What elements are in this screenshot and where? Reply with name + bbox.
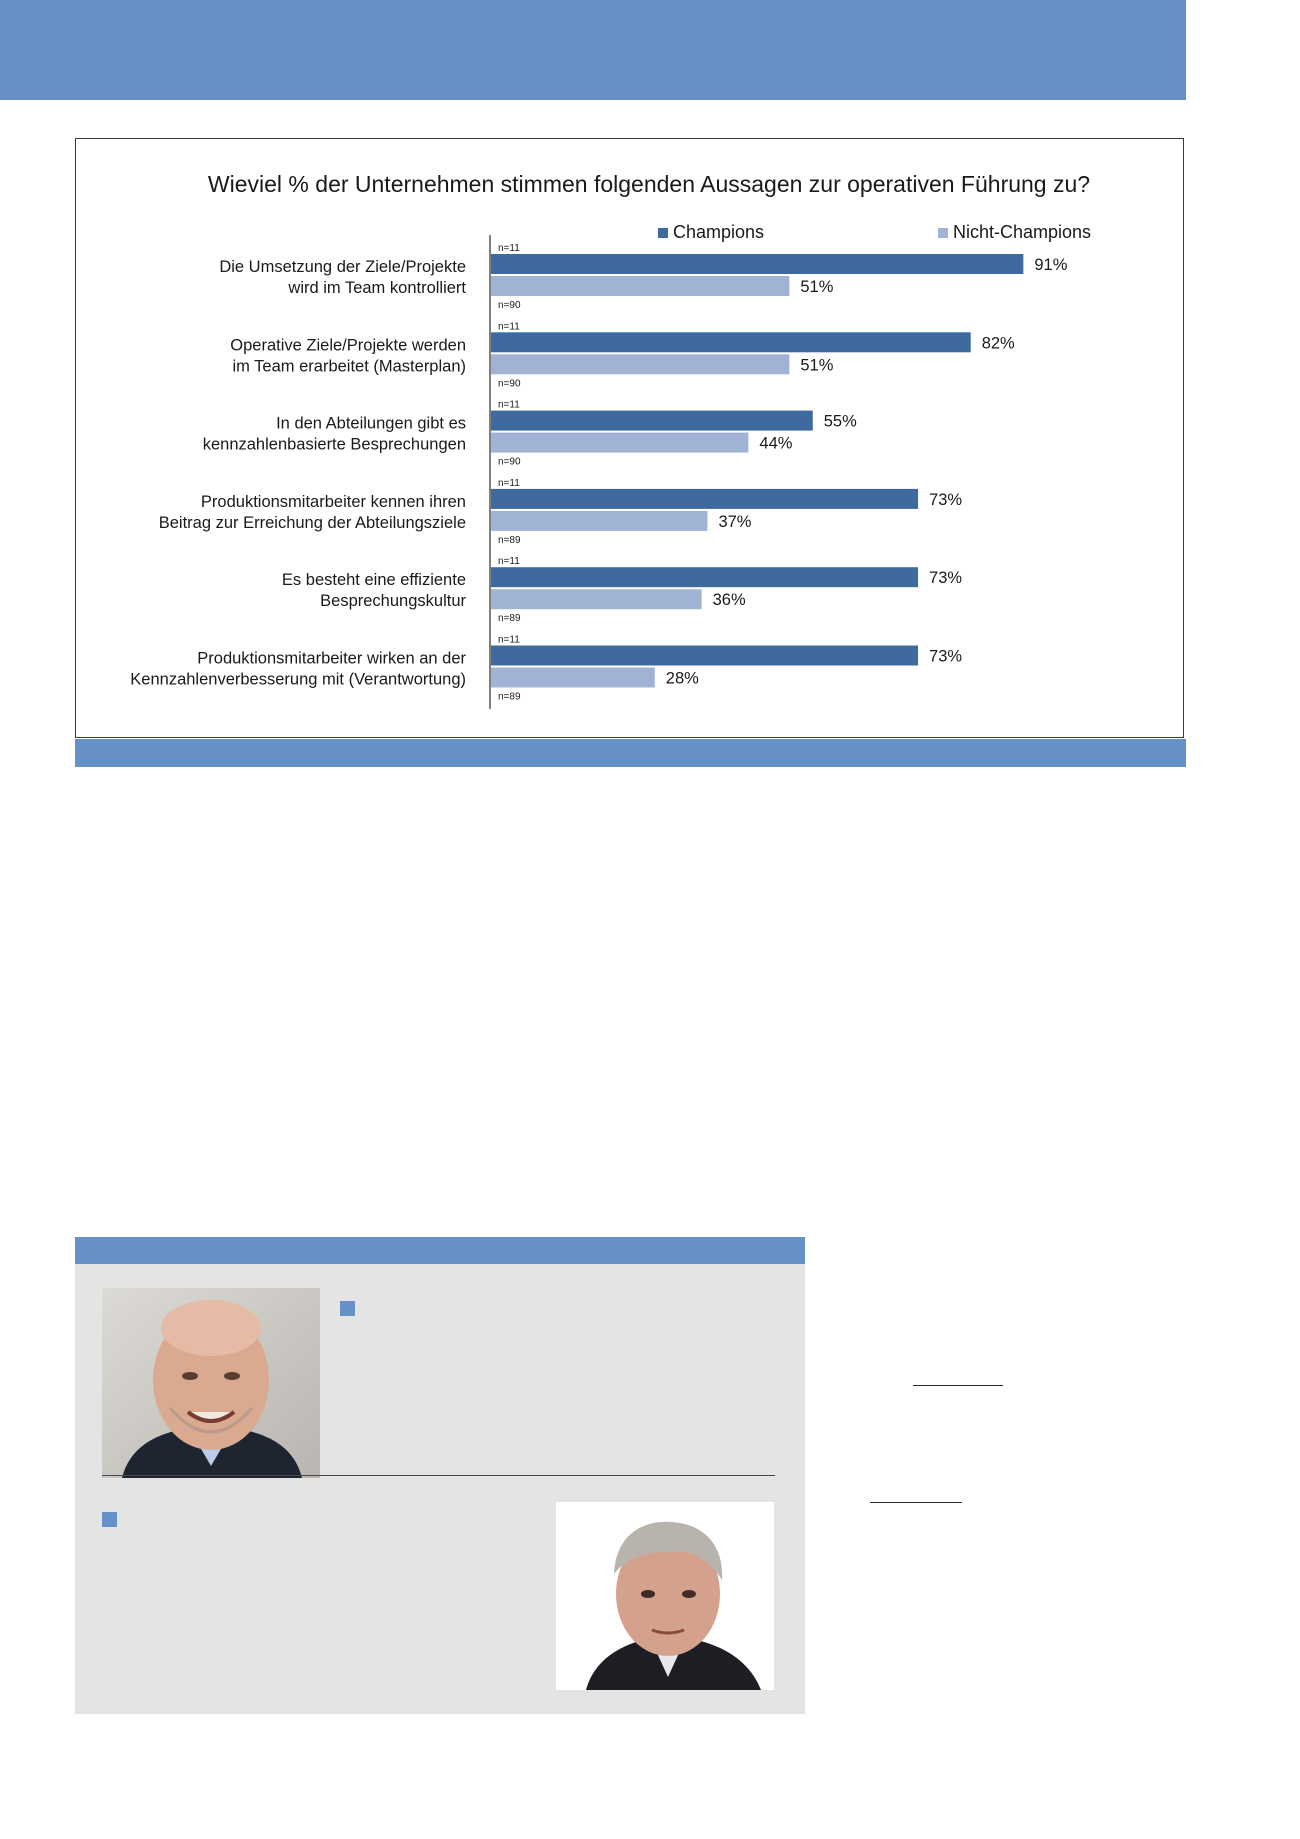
bar-nicht-champions: [491, 354, 789, 374]
value-label: 91%: [1034, 256, 1068, 274]
legend-label-champions: Champions: [673, 222, 765, 242]
legend-swatch-champions: [658, 228, 668, 238]
category-label-line: Es besteht eine effiziente: [281, 571, 466, 590]
sample-size-label: n=11: [498, 321, 520, 333]
value-label: 37%: [718, 512, 752, 531]
bar-nicht-champions: [491, 433, 748, 453]
category-label: [203, 415, 466, 454]
sample-size-label: n=11: [498, 477, 520, 489]
sample-size-label: n=90: [498, 378, 521, 390]
bar-champions: [491, 567, 918, 587]
bar-champions: [491, 489, 918, 509]
value-label: 73%: [929, 490, 963, 509]
bar-nicht-champions: [491, 589, 702, 609]
sample-size-label: n=89: [498, 691, 521, 703]
underline-rule: [913, 1385, 1003, 1386]
category-label-line: Besprechungskultur: [320, 592, 466, 611]
legend-swatch-nicht-champions: [938, 228, 948, 238]
bar-nicht-champions: [491, 668, 655, 688]
underline-rule: [870, 1502, 962, 1503]
category-label-line: In den Abteilungen gibt es: [276, 414, 466, 433]
category-label-line: Operative Ziele/Projekte werden: [230, 336, 466, 355]
value-label: 82%: [981, 334, 1015, 353]
bar-chart: [76, 139, 1182, 736]
sample-size-label: n=89: [498, 613, 521, 625]
info-panel: [75, 1237, 805, 1714]
category-label: [282, 571, 467, 610]
category-label: [159, 493, 466, 532]
category-label-line: Kennzahlenverbesserung mit (Verantwortung): [130, 670, 466, 689]
sample-size-label: n=90: [498, 300, 521, 311]
category-label-line: Produktionsmitarbeiter kennen ihren: [200, 492, 466, 511]
value-label: 51%: [800, 356, 834, 375]
category-label: [230, 336, 466, 375]
category-label: [219, 258, 466, 297]
category-label-line: Produktionsmitarbeiter wirken an der: [197, 649, 466, 668]
portrait-bald-man: [102, 1288, 320, 1478]
category-label-line: wird im Team kontrolliert: [288, 279, 466, 297]
portrait-grey-haired-man: [556, 1502, 774, 1690]
category-label: [130, 650, 466, 689]
value-label: 55%: [823, 412, 857, 431]
value-label: 51%: [800, 278, 834, 296]
bar-champions: [491, 332, 971, 352]
sample-size-label: n=90: [498, 456, 521, 468]
top-header-band: [0, 0, 1186, 100]
category-label-line: im Team erarbeitet (Masterplan): [232, 357, 466, 376]
legend-label-nicht-champions: Nicht-Champions: [953, 222, 1092, 242]
info-panel-header: [75, 1237, 805, 1264]
sample-size-label: n=11: [498, 556, 520, 568]
chart-footer-band: [75, 739, 1186, 767]
sample-size-label: n=89: [498, 534, 521, 546]
value-label: 44%: [759, 434, 793, 453]
value-label: 28%: [665, 669, 699, 688]
value-label: 73%: [929, 569, 963, 588]
category-label-line: kennzahlenbasierte Besprechungen: [202, 435, 466, 454]
category-label-line: Beitrag zur Erreichung der Abteilungsziele: [158, 513, 466, 532]
chart-legend: [658, 222, 1091, 242]
value-label: 36%: [712, 591, 746, 610]
bars-layer: [130, 243, 1067, 703]
chart-title: Wieviel % der Unternehmen stimmen folgenden Aussagen zur operativen Führung zu?: [207, 171, 1091, 197]
bar-champions: [491, 254, 1023, 274]
sample-size-label: n=11: [498, 243, 520, 254]
value-label: 73%: [929, 647, 963, 666]
bar-nicht-champions: [491, 276, 789, 296]
sample-size-label: n=11: [498, 634, 520, 646]
panel-divider: [102, 1475, 775, 1476]
sample-size-label: n=11: [498, 399, 520, 411]
category-label-line: Die Umsetzung der Ziele/Projekte: [219, 258, 466, 276]
chart-frame: [75, 138, 1184, 738]
bar-nicht-champions: [491, 511, 707, 531]
bar-champions: [491, 646, 918, 666]
bullet-square: [340, 1301, 355, 1316]
bullet-square: [102, 1512, 117, 1527]
bar-champions: [491, 411, 813, 431]
